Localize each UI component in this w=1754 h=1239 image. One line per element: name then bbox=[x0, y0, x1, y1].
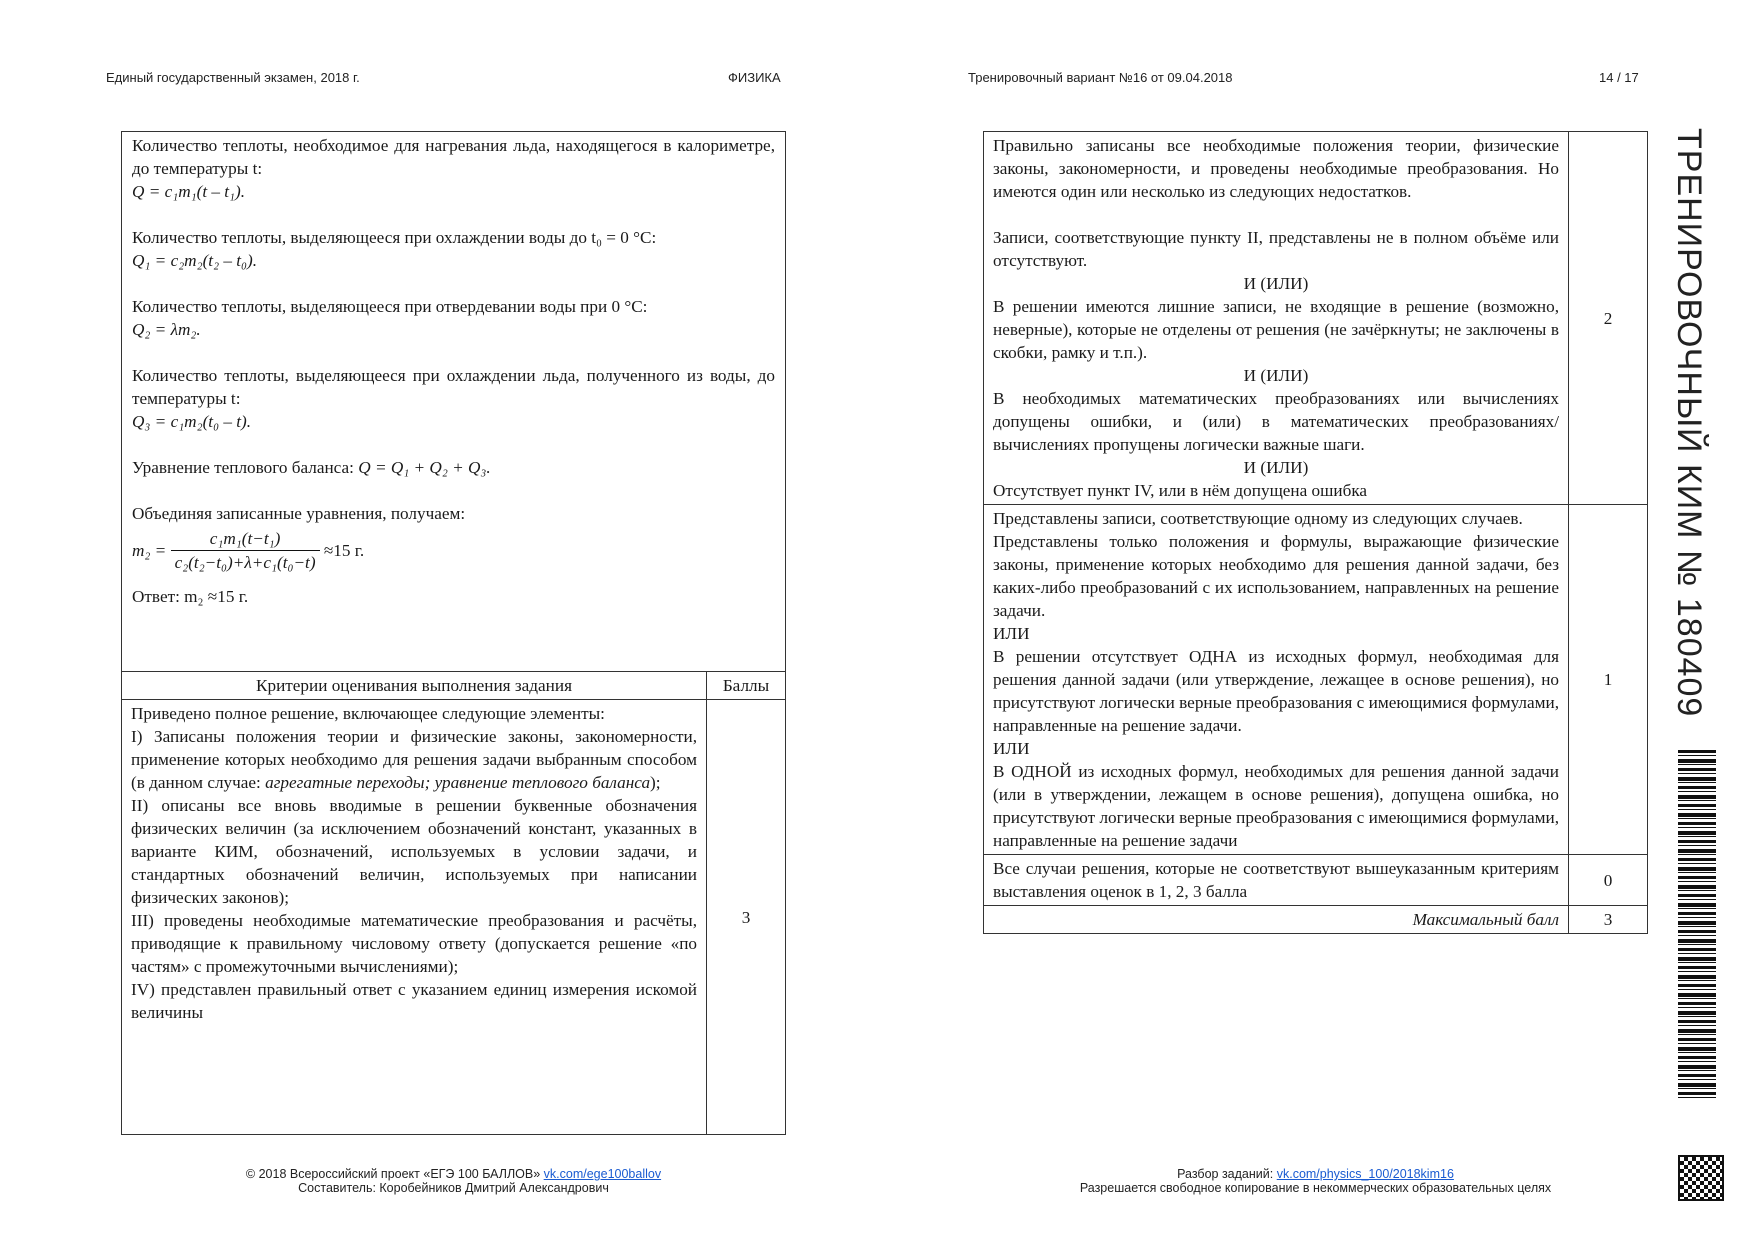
criteria-2-p4: В необходимых математических преобразованиях или вычислениях допущены ошибки, и (или) в математических преобразованиях/ вычислениях пропущены логически важные шаги. bbox=[993, 389, 1559, 454]
criteria-table-right bbox=[983, 131, 1648, 934]
solution-p1: Количество теплоты, необходимое для нагревания льда, находящегося в калориметре, до температуры t: bbox=[132, 136, 775, 178]
criteria-1-score: 1 bbox=[1569, 505, 1648, 855]
criteria-3-item-4: IV) представлен правильный ответ с указанием единиц измерения искомой величины bbox=[131, 980, 697, 1022]
criteria-header-title: Критерии оценивания выполнения задания bbox=[122, 672, 707, 700]
footer-left bbox=[121, 1167, 786, 1195]
criteria-max-row bbox=[984, 906, 1648, 934]
criteria-table-left bbox=[121, 671, 786, 1135]
solution-formula-4: Q₃ = c₁m₂(t₀ – t). bbox=[132, 412, 252, 431]
criteria-3-score: 3 bbox=[707, 700, 786, 1135]
vertical-kim-title-text: ТРЕНИРОВОЧНЫЙ КИМ № 180409 bbox=[1670, 128, 1708, 718]
criteria-0-score: 0 bbox=[1569, 855, 1648, 906]
footer-analysis-label: Разбор заданий: bbox=[1177, 1167, 1274, 1181]
footer-link-vk-ege[interactable]: vk.com/ege100ballov bbox=[543, 1167, 662, 1181]
criteria-3-item-3: III) проведены необходимые математические преобразования и расчёты, приводящие к правильному числовому ответу (допускается решение «по частям» с промежуточными вычислениями); bbox=[131, 911, 697, 976]
criteria-row-0 bbox=[984, 855, 1648, 906]
header-variant: Тренировочный вариант №16 от 09.04.2018 bbox=[968, 70, 1233, 85]
mass-formula-denominator: c₂(t₂−t₀)+λ+c₁(t₀−t) bbox=[174, 553, 316, 572]
criteria-0-description: Все случаи решения, которые не соответствуют вышеуказанным критериям выставления оценок в 1, 2, 3 балла bbox=[984, 855, 1569, 906]
max-score-label: Максимальный балл bbox=[984, 906, 1569, 934]
mass-formula bbox=[132, 527, 775, 573]
heat-balance-label: Уравнение теплового баланса: bbox=[132, 458, 354, 477]
criteria-3-item-1: I) Записаны положения теории и физические законы, закономерности, применение которых необходимо для решения задачи выбранным способом (в данном случае: агрегатные переходы; уравнение теплового баланса); bbox=[131, 727, 697, 792]
criteria-2-score: 2 bbox=[1569, 132, 1648, 505]
header-page-number: 14 / 17 bbox=[1599, 70, 1639, 85]
qr-code-icon bbox=[1678, 1155, 1724, 1201]
criteria-2-p1: Правильно записаны все необходимые положения теории, физические законы, закономерности, и проведены необходимые преобразования. Но имеются один или несколько из следующих недостатков. bbox=[993, 136, 1559, 201]
mass-formula-rhs: ≈15 г. bbox=[323, 541, 365, 560]
criteria-1-or-1: ИЛИ bbox=[993, 624, 1030, 643]
solution-p2: Количество теплоты, выделяющееся при охлаждении воды до t₀ = 0 °C: bbox=[132, 228, 657, 247]
footer-author: Составитель: Коробейников Дмитрий Александрович bbox=[298, 1181, 609, 1195]
criteria-2-or-2: И (ИЛИ) bbox=[1243, 366, 1309, 385]
criteria-3-item-1-italic: агрегатные переходы; уравнение теплового баланса bbox=[265, 773, 651, 792]
header-exam-title: Единый государственный экзамен, 2018 г. bbox=[106, 70, 360, 85]
solution-formula-3: Q₂ = λm₂. bbox=[132, 320, 201, 339]
max-score-value: 3 bbox=[1569, 906, 1648, 934]
footer-left-line1 bbox=[121, 1167, 786, 1181]
criteria-1-description bbox=[984, 505, 1569, 855]
criteria-2-description bbox=[984, 132, 1569, 505]
criteria-3-intro: Приведено полное решение, включающее следующие элементы: bbox=[131, 704, 605, 723]
criteria-1-or-2: ИЛИ bbox=[993, 739, 1030, 758]
solution-p5 bbox=[132, 456, 775, 479]
footer-right-line1 bbox=[983, 1167, 1648, 1181]
mass-formula-lhs: m₂ = bbox=[132, 541, 167, 560]
criteria-2-p3: В решении имеются лишние записи, не входящие в решение (возможно, неверные), которые не отделены от решения (не зачёркнуты; не заключены в скобки, рамку и т.п.). bbox=[993, 297, 1559, 362]
criteria-2-or-3: И (ИЛИ) bbox=[1243, 458, 1309, 477]
criteria-1-p3: В решении отсутствует ОДНА из исходных формул, необходимая для решения данной задачи (или утверждение, лежащее в основе решения), но присутствуют логически верные преобразования с имеющимися формулами, направленные на решение задачи. bbox=[993, 647, 1559, 735]
solution-answer: Ответ: m₂ ≈15 г. bbox=[132, 587, 249, 606]
footer-copyright: © 2018 Всероссийский проект «ЕГЭ 100 БАЛЛОВ» bbox=[245, 1167, 541, 1181]
heat-balance-formula: Q = Q₁ + Q₂ + Q₃. bbox=[358, 458, 491, 477]
solution-p3: Количество теплоты, выделяющееся при отвердевании воды при 0 °C: bbox=[132, 297, 648, 316]
criteria-header-row bbox=[122, 672, 786, 700]
header-subject: ФИЗИКА bbox=[728, 70, 781, 85]
criteria-1-p2: Представлены только положения и формулы, выражающие физические законы, применение которых необходимо для решения данной задачи, без каких-либо преобразований с их использованием, направленных на решение задачи. bbox=[993, 532, 1559, 620]
criteria-header-score: Баллы bbox=[707, 672, 786, 700]
criteria-row-2 bbox=[984, 132, 1648, 505]
solution-p6: Объединяя записанные уравнения, получаем: bbox=[132, 504, 466, 523]
solution-formula-1: Q = c₁m₁(t – t₁). bbox=[132, 182, 246, 201]
criteria-2-p5: Отсутствует пункт IV, или в нём допущена ошибка bbox=[993, 481, 1368, 500]
footer-link-vk-physics[interactable]: vk.com/physics_100/2018kim16 bbox=[1276, 1167, 1454, 1181]
criteria-row-1 bbox=[984, 505, 1648, 855]
criteria-3-description bbox=[122, 700, 707, 1135]
criteria-1-p4: В ОДНОЙ из исходных формул, необходимых для решения данной задачи (или в утверждении, лежащем в основе решения), допущена ошибка, но присутствуют логически верные преобразования с имеющимися формулами, направленные на решение задачи bbox=[993, 762, 1559, 850]
barcode-icon bbox=[1678, 750, 1716, 1100]
vertical-kim-title bbox=[1668, 128, 1708, 728]
footer-right bbox=[983, 1167, 1648, 1195]
criteria-2-or-1: И (ИЛИ) bbox=[1243, 274, 1309, 293]
mass-formula-fraction bbox=[171, 527, 320, 574]
criteria-3-item-2: II) описаны все вновь вводимые в решении буквенные обозначения физических величин (за исключением обозначений констант, указанных в варианте КИМ, обозначений, используемых в условии задачи, и стандартных обозначений величин, используемых при написании физических законов); bbox=[131, 796, 697, 907]
mass-formula-numerator: c₁m₁(t−t₁) bbox=[171, 527, 320, 551]
criteria-1-p1: Представлены записи, соответствующие одному из следующих случаев. bbox=[993, 509, 1523, 528]
solution-formula-2: Q₁ = c₂m₂(t₂ – t₀). bbox=[132, 251, 258, 270]
criteria-row-3 bbox=[122, 700, 786, 1135]
criteria-2-p2: Записи, соответствующие пункту II, представлены не в полном объёме или отсутствуют. bbox=[993, 228, 1559, 270]
solution-p4: Количество теплоты, выделяющееся при охлаждении льда, полученного из воды, до температуры t: bbox=[132, 366, 775, 408]
footer-license: Разрешается свободное копирование в некоммерческих образовательных целях bbox=[1079, 1181, 1552, 1195]
solution-box bbox=[121, 131, 786, 671]
